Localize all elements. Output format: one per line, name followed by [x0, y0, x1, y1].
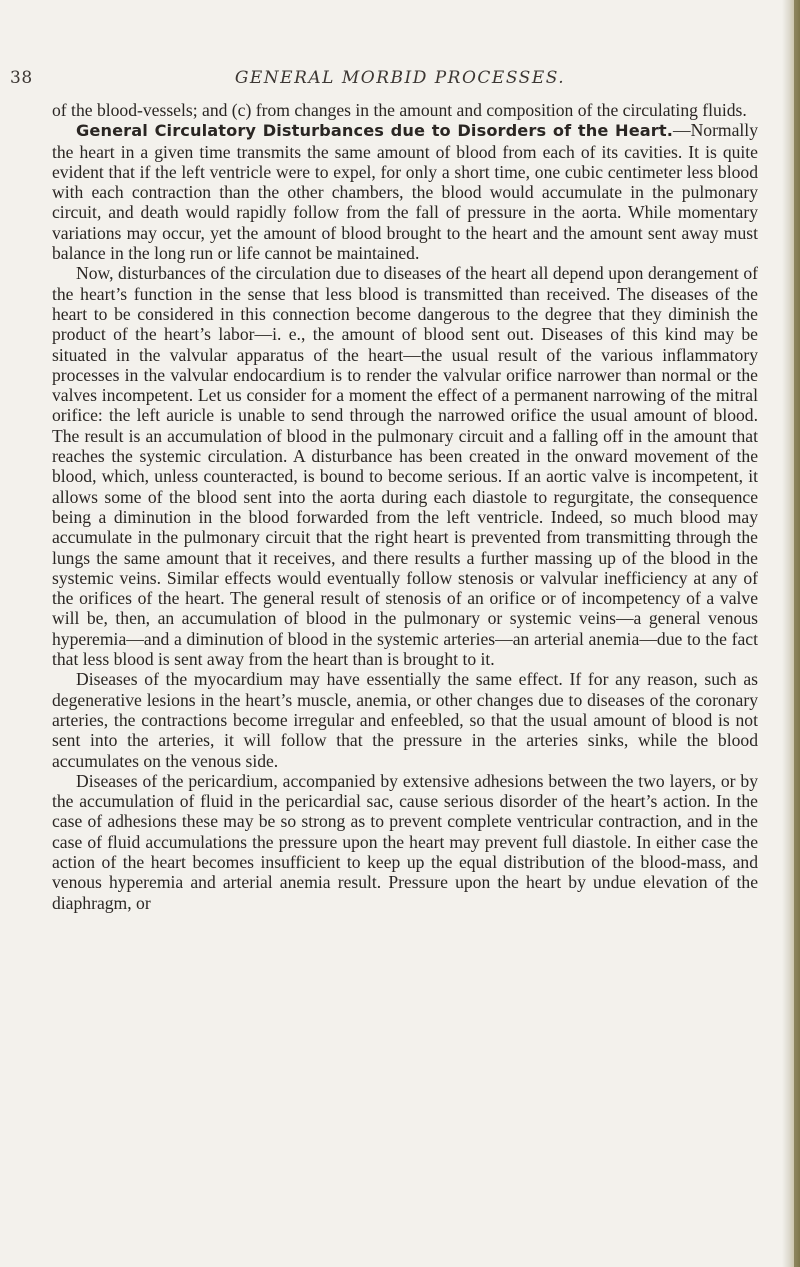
running-head: GENERAL MORBID PROCESSES.	[234, 68, 566, 88]
section-paragraph-body: —Normally the heart in a given time transmits the same amount of blood from each of its cavities. It is quite evident that if the left ventricle were to expel, for only a short time, one cubic centimeter less blood with each contraction than the other chambers, the blood would accumulate in the pulmonary circuit, and death would rapidly follow from the fall of pressure in the aorta. While momentary variations may occur, yet the amount of blood brought to the heart and the amount sent away must balance in the long run or life cannot be maintained.	[52, 120, 758, 264]
page-number: 38	[10, 68, 33, 88]
section-paragraph	[52, 120, 758, 263]
page-edge	[794, 0, 800, 1267]
paragraph: Diseases of the myocardium may have essentially the same effect. If for any reason, such as degenerative lesions in the heart’s muscle, anemia, or other changes due to diseases of the coronary arteries, the contractions become irregular and enfeebled, so that the usual amount of blood is not sent into the arteries, it will follow that the pressure in the arteries sinks, while the blood accumulates on the venous side.	[52, 669, 758, 771]
section-heading: General Circulatory Disturbances due to Disorders of the Heart.	[76, 121, 673, 141]
paragraph: Now, disturbances of the circulation due to diseases of the heart all depend upon derangement of the heart’s function in the sense that less blood is transmitted than received. The diseases of the heart to be considered in this connection become dangerous to the degree that they diminish the product of the heart’s labor—i. e., the amount of blood sent out. Diseases of this kind may be situated in the valvular apparatus of the heart—the usual result of the various inflammatory processes in the valvular endocardium is to render the valvular orifice narrower than normal or the valves incompetent. Let us consider for a moment the effect of a permanent narrowing of the mitral orifice: the left auricle is unable to send through the narrowed orifice the usual amount of blood. The result is an accumulation of blood in the pulmonary circuit and a falling off in the amount that reaches the systemic circulation. A disturbance has been created in the onward movement of the blood, which, unless counteracted, is bound to become serious. If an aortic valve is incompetent, it allows some of the blood sent into the aorta during each diastole to regurgitate, the consequence being a diminution in the blood forwarded from the left ventricle. Indeed, so much blood may accumulate in the pulmonary circuit that the right heart is prevented from transmitting through the lungs the same amount that it receives, and there results a further massing up of the blood in the systemic veins. Similar effects would eventually follow stenosis or valvular inefficiency at any of the orifices of the heart. The general result of stenosis of an orifice or of incompetency of a valve will be, then, an accumulation of blood in the pulmonary or systemic veins—a general venous hyperemia—and a diminution of blood in the systemic arteries—an arterial anemia—due to the fact that less blood is sent away from the heart than is brought to it.	[52, 263, 758, 670]
body-text	[52, 100, 758, 913]
paragraph: Diseases of the pericardium, accompanied by extensive adhesions between the two layers, or by the accumulation of fluid in the pericardial sac, cause serious disorder of the heart’s action. In the case of adhesions these may be so strong as to prevent complete ventricular contraction, and in the case of fluid accumulations the pressure upon the heart may prevent full diastole. In either case the action of the heart becomes insufficient to keep up the equal distribution of the blood-mass, and venous hyperemia and arterial anemia result. Pressure upon the heart by undue elevation of the diaphragm, or	[52, 770, 758, 913]
paragraph-continuation: of the blood-vessels; and (c) from changes in the amount and composition of the circulating fluids.	[52, 100, 747, 120]
